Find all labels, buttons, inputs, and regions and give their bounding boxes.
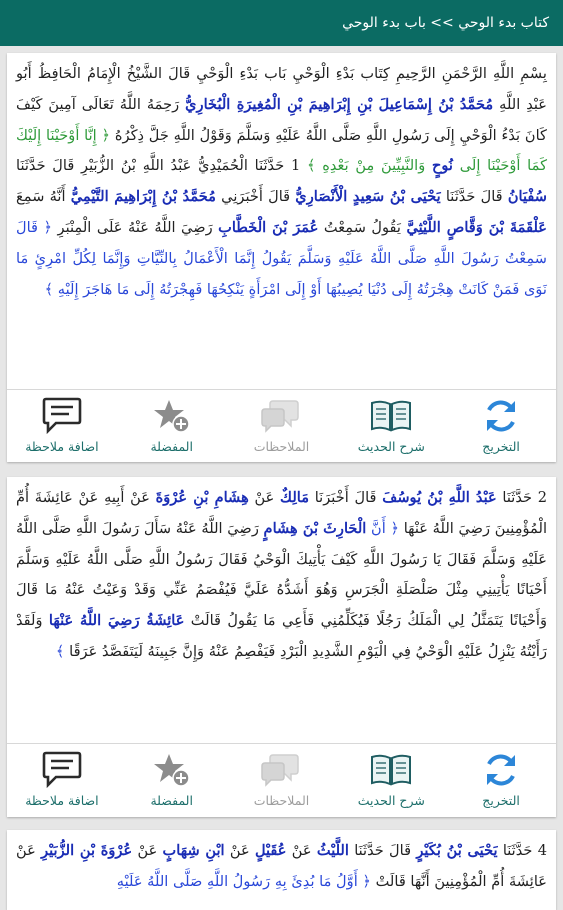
narrator-name[interactable]: مُحَمَّدُ بْنُ إِسْمَاعِيلَ بْنِ إِبْرَاهِيمَ بْنِ الْمُغِيرَةِ الْبُخَارِيُّ	[185, 95, 494, 113]
text-segment: قَالَ أَخْبَرَنَا	[309, 489, 383, 506]
narrator-name[interactable]: عَلْقَمَةَ بْنَ وَقَّاصٍ اللَّيْثِيَّ	[406, 218, 548, 236]
text-segment: عَنْ	[248, 489, 281, 506]
explanation-button[interactable]	[336, 745, 446, 815]
text-segment: عَنْ أَبِيهِ عَنْ عَائِشَةَ أُمِّ الْمُؤْمِنِينَ رَضِيَ اللَّهُ عَنْهَا	[16, 489, 547, 537]
favorite-button[interactable]	[117, 745, 227, 815]
text-segment: بِسْمِ اللَّهِ الرَّحْمَنِ الرَّحِيمِ كِتَاب بَدْءِ الْوَحْيِ بَاب بَدْءِ الْوَحْيِ قَالَ الشَّيْخُ الْإِمَامُ الْحَافِظُ أَبُو عَبْدِ اللَّهِ	[16, 65, 547, 113]
narrator-name[interactable]: عُرْوَةَ بْنِ الزُّبَيْرِ	[41, 842, 133, 859]
hadith-card	[7, 477, 556, 817]
text-segment: رَحِمَهُ اللَّهُ تَعَالَى آمِينَ كَيْفَ كَانَ بَدْءُ الْوَحْيِ إِلَى رَسُولِ اللَّهِ صَلَّى اللَّهُ عَلَيْهِ وَسَلَّمَ وَقَوْلُ اللَّهِ جَلَّ ذِكْرُهُ	[16, 95, 547, 144]
text-segment: قَالَ حَدَّثَنَا	[440, 188, 508, 206]
text-segment: 4 حَدَّثَنَا	[497, 842, 547, 859]
text-segment: عَنْ	[132, 842, 163, 859]
takhrij-label: التخريج	[482, 439, 520, 454]
narrator-name[interactable]: سُفْيَانُ	[507, 188, 547, 206]
narrator-name[interactable]: مَالِكٌ	[280, 489, 310, 506]
narrator-name[interactable]: الْحَارِثَ بْنَ هِشَامٍ	[263, 519, 367, 537]
comment-icon	[42, 751, 82, 789]
add-note-label: اضافة ملاحظة	[25, 793, 99, 808]
narrator-name[interactable]: ابْنِ شِهَابٍ	[162, 842, 225, 859]
narrator-name[interactable]: يَحْيَى بْنُ سَعِيدٍ الْأَنْصَارِيُّ	[295, 188, 441, 206]
refresh-icon	[481, 397, 521, 435]
narrator-name[interactable]: مُحَمَّدُ بْنُ إِبْرَاهِيمَ التَّيْمِيُّ	[70, 188, 216, 206]
hadith-card	[7, 53, 556, 462]
narrator-name[interactable]: يَحْيَى بْنُ بُكَيْرٍ	[416, 842, 498, 859]
narrator-name[interactable]: هِشَامِ بْنِ عُرْوَةَ	[155, 489, 249, 506]
notes-label: الملاحظات	[253, 793, 310, 808]
star-add-icon	[152, 397, 192, 435]
narrator-name[interactable]: عَائِشَةُ رَضِيَ اللَّهُ عَنْهَا	[48, 612, 185, 630]
add-note-button[interactable]	[7, 391, 117, 461]
text-segment: قَالَ حَدَّثَنَا	[348, 842, 417, 859]
chat-icon	[259, 751, 303, 789]
narrator-name[interactable]: عُمَرَ بْنَ الْخَطَّابِ	[218, 218, 319, 236]
hadith-matn: ﴾	[55, 642, 65, 660]
quran-verse: ﴿ إِنَّا أَوْحَيْنَا إِلَيْكَ كَمَا أَوْحَيْنَا إِلَى	[16, 126, 548, 175]
text-segment: عَنْ	[286, 842, 317, 859]
card-divider	[7, 389, 556, 390]
takhrij-button[interactable]	[446, 391, 556, 461]
text-segment: عَنْ	[224, 842, 255, 859]
explanation-button[interactable]	[336, 391, 446, 461]
star-add-icon	[152, 751, 192, 789]
text-segment: 1 حَدَّثَنَا الْحُمَيْدِيُّ عَبْدُ اللَّهِ بْنُ الزُّبَيْرِ قَالَ حَدَّثَنَا	[16, 157, 307, 175]
breadcrumb-title: كتاب بدء الوحي >> باب بدء الوحي	[342, 15, 549, 31]
text-segment: أَنَّهُ سَمِعَ	[16, 188, 71, 206]
quran-verse: وَالنَّبِيِّينَ مِنْ بَعْدِهِ ﴾	[306, 157, 432, 175]
text-segment: رَضِيَ اللَّهُ عَنْهُ سَأَلَ رَسُولَ اللَّهِ صَلَّى اللَّهُ عَلَيْهِ وَسَلَّمَ فَقَالَ يَا رَسُولَ اللَّهِ كَيْفَ يَأْتِيكَ الْوَحْيُ فَقَالَ رَسُولُ اللَّهِ صَلَّى اللَّهُ عَلَيْهِ وَسَلَّمَ أَحْيَانًا يَأْتِينِي مِثْلَ صَلْصَلَةِ الْجَرَسِ وَهُوَ أَشَدُّهُ عَلَيَّ فَيُفْصَمُ عَنِّي وَقَدْ وَعَيْتُ عَنْهُ مَا قَالَ وَأَحْيَانًا يَتَمَثَّلُ لِي الْمَلَكُ رَجُلًا فَيُكَلِّمُنِي فَأَعِي مَا يَقُولُ قَالَتْ	[16, 519, 547, 630]
favorite-label: المفضلة	[150, 439, 193, 454]
notes-label: الملاحظات	[253, 439, 310, 454]
text-segment: قَالَ أَخْبَرَنِي	[216, 188, 296, 206]
hadith-matn: ﴿ أَوَّلُ مَا بُدِئَ بِهِ رَسُولُ اللَّهِ صَلَّى اللَّهُ عَلَيْهِ	[116, 872, 371, 890]
text-segment: وَلَقَدْ رَأَيْتُهُ يَنْزِلُ عَلَيْهِ الْوَحْيُ فِي الْيَوْمِ الشَّدِيدِ الْبَرْدِ فَيَفْصِمُ عَنْهُ وَإِنَّ جَبِينَهُ لَيَتَفَصَّدُ عَرَقًا	[16, 612, 547, 660]
add-note-label: اضافة ملاحظة	[25, 439, 99, 454]
hadith-text	[7, 477, 556, 741]
book-icon	[369, 751, 413, 789]
app-bar	[0, 0, 563, 46]
takhrij-button[interactable]	[446, 745, 556, 815]
card-divider	[7, 743, 556, 744]
hadith-matn: ﴿ قَالَ سَمِعْتُ رَسُولَ اللَّهِ صَلَّى اللَّهُ عَلَيْهِ وَسَلَّمَ يَقُولُ إِنَّمَا الْأَعْمَالُ بِالنِّيَّاتِ وَإِنَّمَا لِكُلِّ امْرِئٍ مَا نَوَى فَمَنْ كَانَتْ هِجْرَتُهُ إِلَى دُنْيَا يُصِيبُهَا أَوْ إِلَى امْرَأَةٍ يَنْكِحُهَا فَهِجْرَتُهُ إِلَى مَا هَاجَرَ إِلَيْهِ ﴾	[16, 218, 547, 298]
favorite-button[interactable]	[117, 391, 227, 461]
narrator-name[interactable]: عَبْدُ اللَّهِ بْنُ يُوسُفَ	[382, 489, 497, 506]
narrator-name[interactable]: اللَّيْثُ	[316, 842, 349, 859]
chat-icon	[259, 397, 303, 435]
notes-button[interactable]	[227, 391, 337, 461]
hadith-card	[7, 830, 556, 910]
action-bar	[7, 745, 556, 815]
hadith-text	[7, 830, 556, 900]
takhrij-label: التخريج	[482, 793, 520, 808]
explanation-label: شرح الحديث	[357, 439, 425, 454]
add-note-button[interactable]	[7, 745, 117, 815]
narrator-name[interactable]: عُقَيْلٍ	[254, 842, 287, 859]
book-icon	[369, 397, 413, 435]
text-segment: عَنْ عَائِشَةَ أُمِّ الْمُؤْمِنِينَ أَنَّهَا قَالَتْ	[16, 842, 547, 890]
narrator-name[interactable]: نُوحٍ	[431, 157, 453, 175]
text-segment: رَضِيَ اللَّهُ عَنْهُ عَلَى الْمِنْبَرِ	[52, 218, 219, 236]
text-segment: يَقُولُ سَمِعْتُ	[318, 218, 407, 236]
favorite-label: المفضلة	[150, 793, 193, 808]
explanation-label: شرح الحديث	[357, 793, 425, 808]
refresh-icon	[481, 751, 521, 789]
text-segment: 2 حَدَّثَنَا	[496, 489, 548, 506]
hadith-text	[7, 53, 556, 386]
action-bar	[7, 391, 556, 461]
notes-button[interactable]	[227, 745, 337, 815]
comment-icon	[42, 397, 82, 435]
hadith-matn: ﴿ أَنَّ	[366, 519, 400, 537]
